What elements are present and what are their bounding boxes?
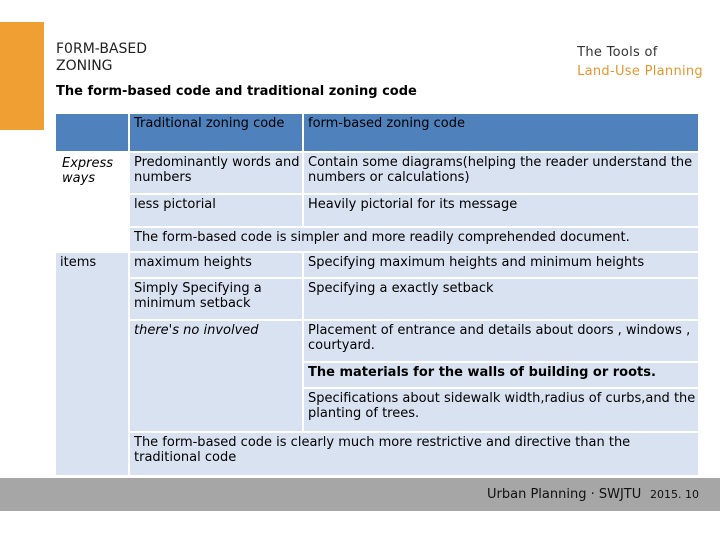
item-row-1-traditional: maximum heights	[130, 253, 302, 277]
footer-label: Urban Planning · SWJTU	[487, 487, 642, 502]
item-row-3-formbased: Placement of entrance and details about doors , windows , courtyard.	[304, 321, 698, 361]
brand-line-1: The Tools of	[577, 45, 658, 60]
summary-2: The form-based code is clearly much more restrictive and directive than the traditional code	[130, 433, 698, 475]
header-formbased: form-based zoning code	[304, 114, 698, 151]
header-empty-cell	[56, 114, 128, 151]
footer-bar	[0, 478, 720, 511]
item-row-2-traditional: Simply Specifying a minimum setback	[130, 279, 302, 319]
summary-1: The form-based code is simpler and more readily comprehended document.	[130, 228, 698, 251]
item-row-5-formbased: Specifications about sidewalk width,radius of curbs,and the planting of trees.	[304, 389, 698, 431]
header-traditional: Traditional zoning code	[130, 114, 302, 151]
row-1-traditional: Predominantly words and numbers	[130, 153, 302, 193]
item-row-2-formbased: Specifying a exactly setback	[304, 279, 698, 319]
items-label: items	[56, 253, 128, 475]
title-line-1: F0RM-BASED	[56, 41, 148, 57]
item-row-4-formbased: The materials for the walls of building or roots.	[304, 363, 698, 387]
title-line-2: ZONING	[56, 58, 113, 74]
item-row-3-traditional: there's no involved	[130, 321, 302, 431]
item-row-1-formbased: Specifying maximum heights and minimum heights	[304, 253, 698, 277]
slide-subtitle: The form-based code and traditional zoning code	[56, 84, 417, 99]
brand-line-2: Land-Use Planning	[577, 64, 703, 79]
slide-title	[56, 41, 147, 75]
footer-date: 2015. 10	[650, 488, 699, 501]
row-1-formbased: Contain some diagrams(helping the reader understand the numbers or calculations)	[304, 153, 698, 193]
accent-bar	[0, 22, 44, 130]
brand-logo	[577, 43, 703, 81]
express-ways-label: Express ways	[62, 156, 114, 186]
row-2-formbased: Heavily pictorial for its message	[304, 195, 698, 226]
row-2-traditional: less pictorial	[130, 195, 302, 226]
